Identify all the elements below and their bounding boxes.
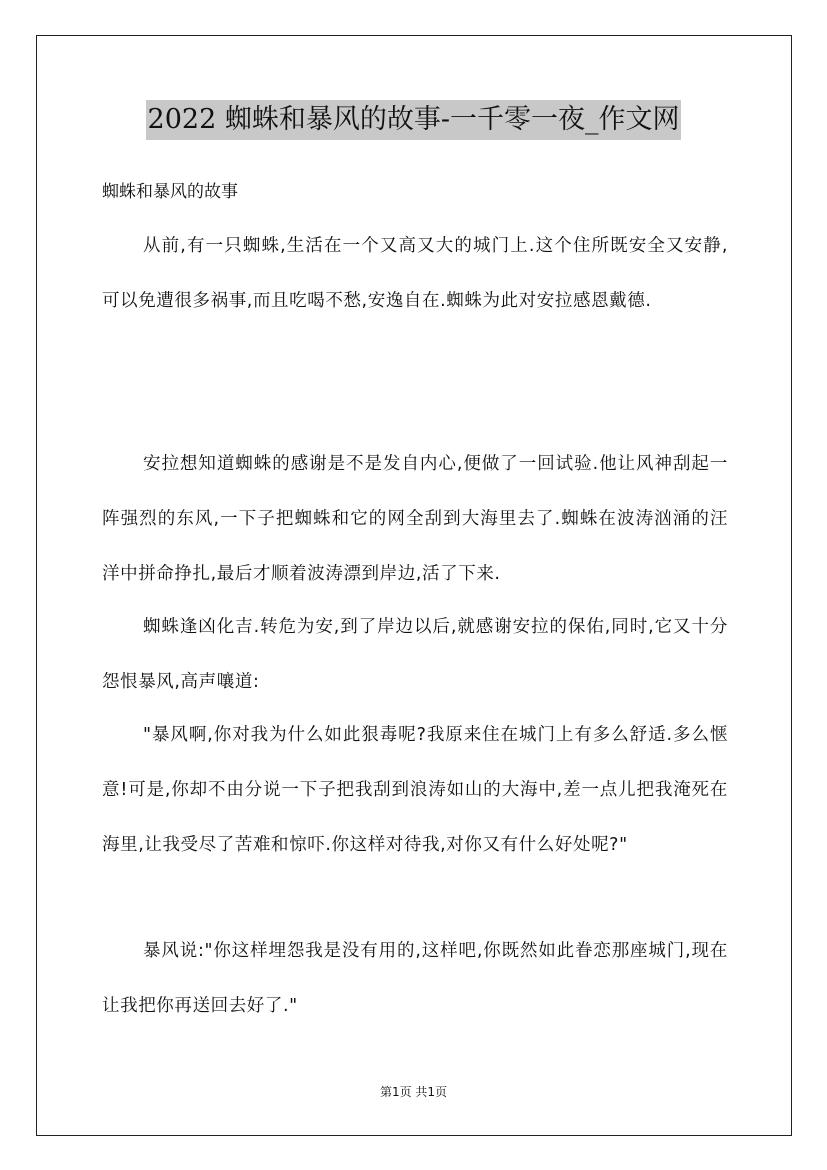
page-footer: 第1页 共1页 (379, 1085, 448, 1099)
paragraph-1: 从前,有一只蜘蛛,生活在一个又高又大的城门上.这个住所既安全又安静,可以免遭很多祸事,而且吃喝不愁,安逸自在.蜘蛛为此对安拉感恩戴德. (102, 236, 728, 311)
paragraph-4: "暴风啊,你对我为什么如此狠毒呢?我原来住在城门上有多么舒适.多么惬意!可是,你却不由分说一下子把我刮到浪涛如山的大海中,差一点儿把我淹死在海里,让我受尽了苦难和惊吓.你这样对待我,对你又有什么好处呢?" (102, 725, 728, 855)
paragraph-5: 暴风说:"你这样埋怨我是没有用的,这样吧,你既然如此眷恋那座城门,现在让我把你再送回去好了." (102, 941, 728, 1016)
document-title: 2022 蜘蛛和暴风的故事-一千零一夜_作文网 (146, 100, 682, 140)
paragraph-3: 蜘蛛逢凶化吉.转危为安,到了岸边以后,就感谢安拉的保佑,同时,它又十分怨恨暴风,高声嚷道: (102, 617, 728, 692)
title-container (0, 100, 827, 140)
document-subtitle: 蜘蛛和暴风的故事 (102, 182, 238, 202)
paragraph-2: 安拉想知道蜘蛛的感谢是不是发自内心,便做了一回试验.他让风神刮起一阵强烈的东风,一下子把蜘蛛和它的网全刮到大海里去了.蜘蛛在波涛汹涌的汪洋中拼命挣扎,最后才顺着波涛漂到岸边,活了下来. (102, 454, 728, 584)
